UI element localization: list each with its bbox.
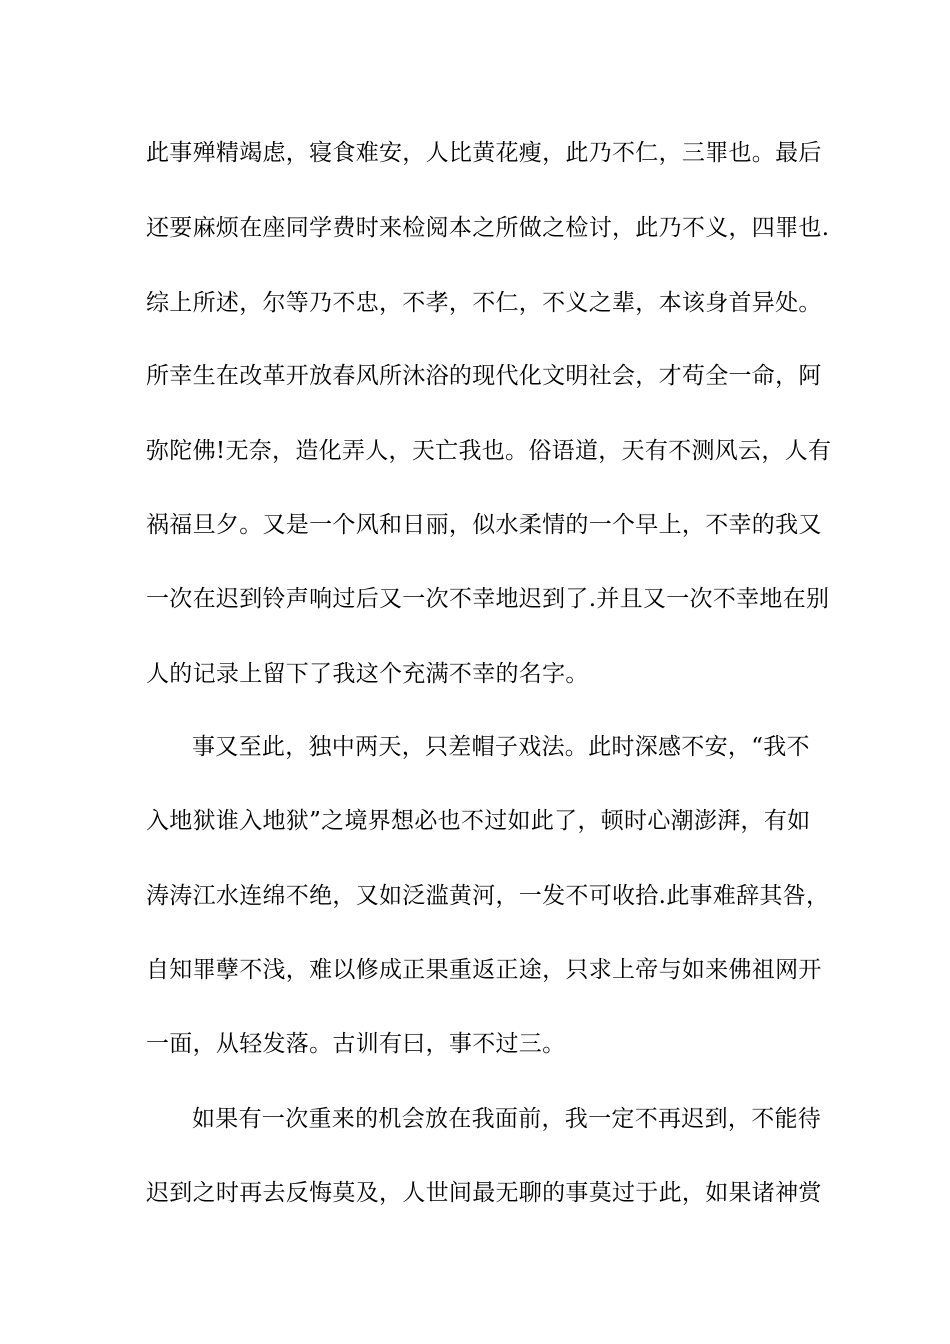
paragraph-first-line: 如果有一次重来的机会放在我面前，我一定不再迟到，不能待 [192, 1106, 822, 1132]
text-line: 综上所述，尔等乃不忠，不孝，不仁，不义之辈，本该身首异处。 [146, 290, 822, 316]
text-line: 弥陀佛!无奈，造化弄人，天亡我也。俗语道，天有不测风云，人有 [146, 438, 832, 464]
text-line: 此事殚精竭虑，寝食难安，人比黄花瘦，此乃不仁，三罪也。最后 [146, 140, 822, 166]
text-line: 入地狱谁入地狱”之境界想必也不过如此了，顿时心潮澎湃，有如 [146, 808, 811, 834]
text-line: 一面，从轻发落。古训有曰，事不过三。 [146, 1031, 566, 1057]
text-line: 涛涛江水连绵不绝，又如泛滥黄河，一发不可收拾.此事难辞其咎， [146, 883, 830, 909]
paragraph-first-line: 事又至此，独中两天，只差帽子戏法。此时深感不安，“我不 [192, 734, 810, 760]
text-line: 迟到之时再去反悔莫及，人世间最无聊的事莫过于此，如果诸神赏 [146, 1180, 822, 1206]
text-line: 所幸生在改革开放春风所沐浴的现代化文明社会，才苟全一命，阿 [146, 363, 822, 389]
text-line: 还要麻烦在座同学费时来检阅本之所做之检讨，此乃不义，四罪也. [146, 215, 830, 241]
text-line: 自知罪孽不浅，难以修成正果重返正途，只求上帝与如来佛祖网开 [146, 957, 822, 983]
text-line: 祸福旦夕。又是一个风和日丽，似水柔情的一个早上，不幸的我又 [146, 512, 822, 538]
text-line: 人的记录上留下了我这个充满不幸的名字。 [146, 661, 589, 687]
text-line: 一次在迟到铃声响过后又一次不幸地迟到了.并且又一次不幸地在别 [146, 586, 830, 612]
